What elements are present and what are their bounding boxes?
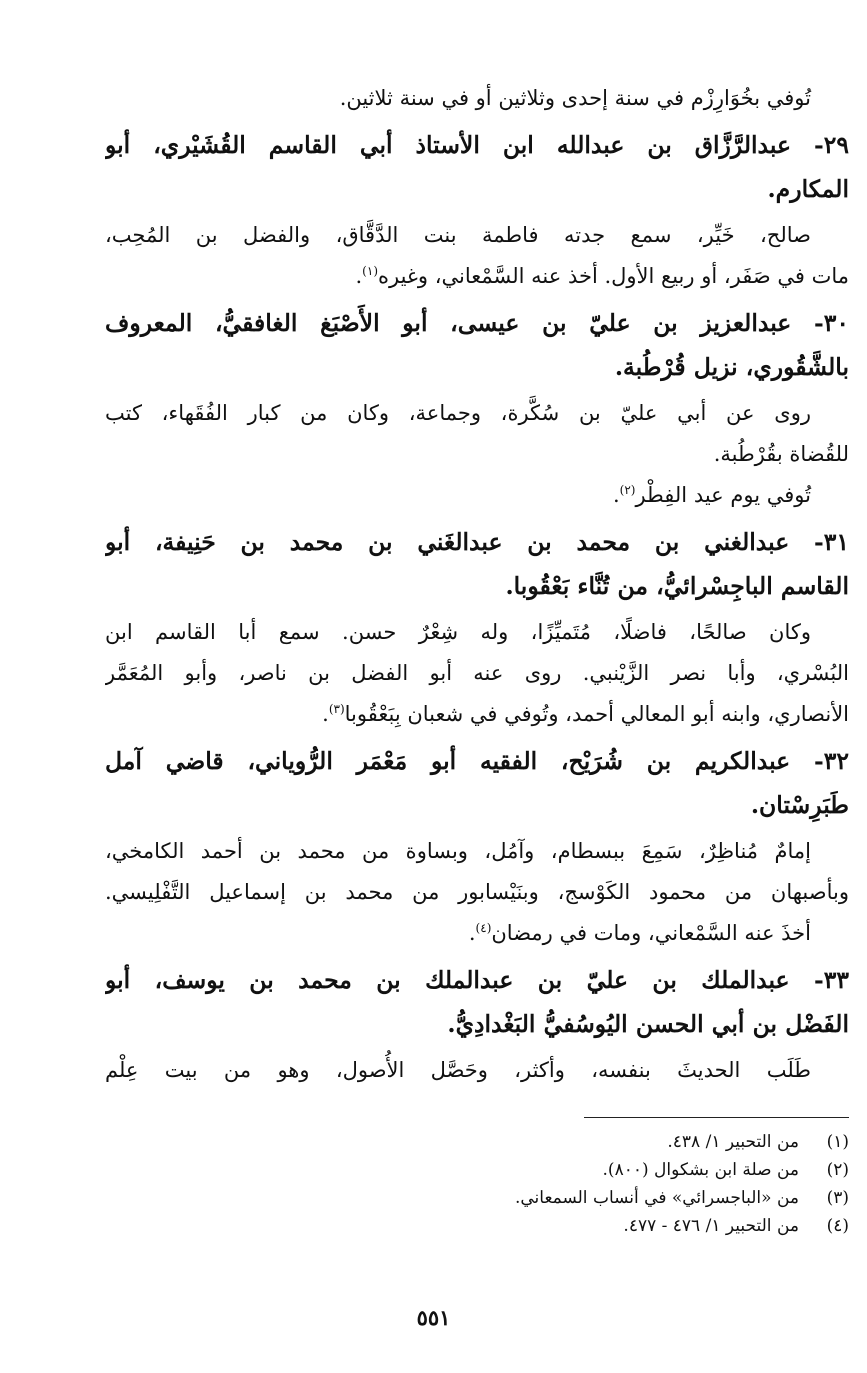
entry-heading-30: ٣٠- عبدالعزيز بن عليّ بن عيسى، أبو الأَصْبَغ الغافقيُّ، المعروف — [105, 309, 849, 337]
footnote-divider — [584, 1117, 849, 1118]
main-text — [105, 78, 849, 1091]
text-line: البُسْري، وأبا نصر الزَّيْنبي. روى عنه أبو الفضل بن ناصر، وأبو المُعَمَّر — [105, 661, 849, 685]
footnote-ref: (١) — [362, 264, 378, 278]
entry-heading-33: ٣٣- عبدالملك بن عليّ بن عبدالملك بن محمد بن يوسف، أبو — [105, 966, 849, 994]
text-line: روى عن أبي عليّ بن سُكَّرة، وجماعة، وكان من كبار الفُقَهاء، كتب — [105, 401, 811, 425]
text-line: وبأصبهان من محمود الكَوْسج، وبنَيْسابور من محمد بن إسماعيل التَّفْلِيسي. — [105, 880, 849, 904]
footnote-ref: (٤) — [475, 921, 492, 935]
text-line: إمامٌ مُناظِرٌ، سَمِعَ ببسطام، وآمُل، وبساوة من محمد بن أحمد الكامخي، — [105, 839, 811, 863]
entry-heading-30-cont: بالشَّقُوري، نزيل قُرْطُبة. — [614, 353, 849, 381]
footnote: (٣)من «الباجسرائي» في أنساب السمعاني. — [514, 1188, 849, 1208]
footnotes — [109, 1128, 849, 1240]
footnote: (٢)من صلة ابن بشكوال (٨٠٠). — [602, 1160, 849, 1180]
footnote: (١)من التحبير ١/ ٤٣٨. — [667, 1132, 849, 1152]
entry-heading-29: ٢٩- عبدالرَّزَّاق بن عبدالله ابن الأستاذ أبي القاسم القُشَيْري، أبو — [105, 131, 849, 159]
text-line: مات في صَفَر، أو ربيع الأول. أخذ عنه السَّمْعاني، وغيره$^{(١)}$. — [355, 264, 849, 288]
text-line: تُوفي يوم عيد الفِطْر$^{(٢)}$. — [612, 483, 811, 507]
entry-heading-32-cont: طَبَرِسْتان. — [750, 791, 849, 819]
text-line: طَلَب الحديثَ بنفسه، وأكثر، وحَصَّل الأُصول، وهو من بيت عِلْم — [105, 1058, 811, 1082]
text-line: للقُضاة بقُرْطُبة. — [713, 442, 849, 466]
entry-heading-29-cont: المكارم. — [767, 175, 849, 203]
text-line: صالح، خَيِّر، سمع جدته فاطمة بنت الدَّقَّاق، والفضل بن المُحِب، — [105, 223, 811, 247]
text-line: الأنصاري، وابنه أبو المعالي أحمد، وتُوفي في شعبان بِبَعْقُوبا$^{(٣)}$. — [322, 702, 849, 726]
entry-heading-33-cont: الفَضْل بن أبي الحسن اليُوسُفيُّ البَغْدادِيُّ. — [447, 1010, 849, 1038]
footnote: (٤)من التحبير ١/ ٤٧٦ - ٤٧٧. — [623, 1216, 849, 1236]
text-line: وكان صالحًا، فاضلًا، مُتَميِّزًا، وله شِعْرٌ حسن. سمع أبا القاسم ابن — [105, 620, 811, 644]
entry-heading-31: ٣١- عبدالغني بن محمد بن عبدالغَني بن محمد بن حَنِيفة، أبو — [105, 528, 849, 556]
footnote-ref: (٢) — [619, 483, 636, 497]
entry-heading-32: ٣٢- عبدالكريم بن شُرَيْح، الفقيه أبو مَعْمَر الرُّوياني، قاضي آمل — [105, 747, 849, 775]
page-number: ٥٥١ — [416, 1305, 451, 1330]
text-line: أخذَ عنه السَّمْعاني، ومات في رمضان$^{(٤)}$. — [468, 921, 811, 945]
footnote-ref: (٣) — [328, 702, 345, 716]
entry-heading-31-cont: القاسم الباجِسْرائيُّ، من تُنَّاء بَعْقُوبا. — [505, 572, 849, 600]
text-line: تُوفي بخُوَارِزْم في سنة إحدى وثلاثين أو في سنة ثلاثين. — [339, 86, 811, 110]
